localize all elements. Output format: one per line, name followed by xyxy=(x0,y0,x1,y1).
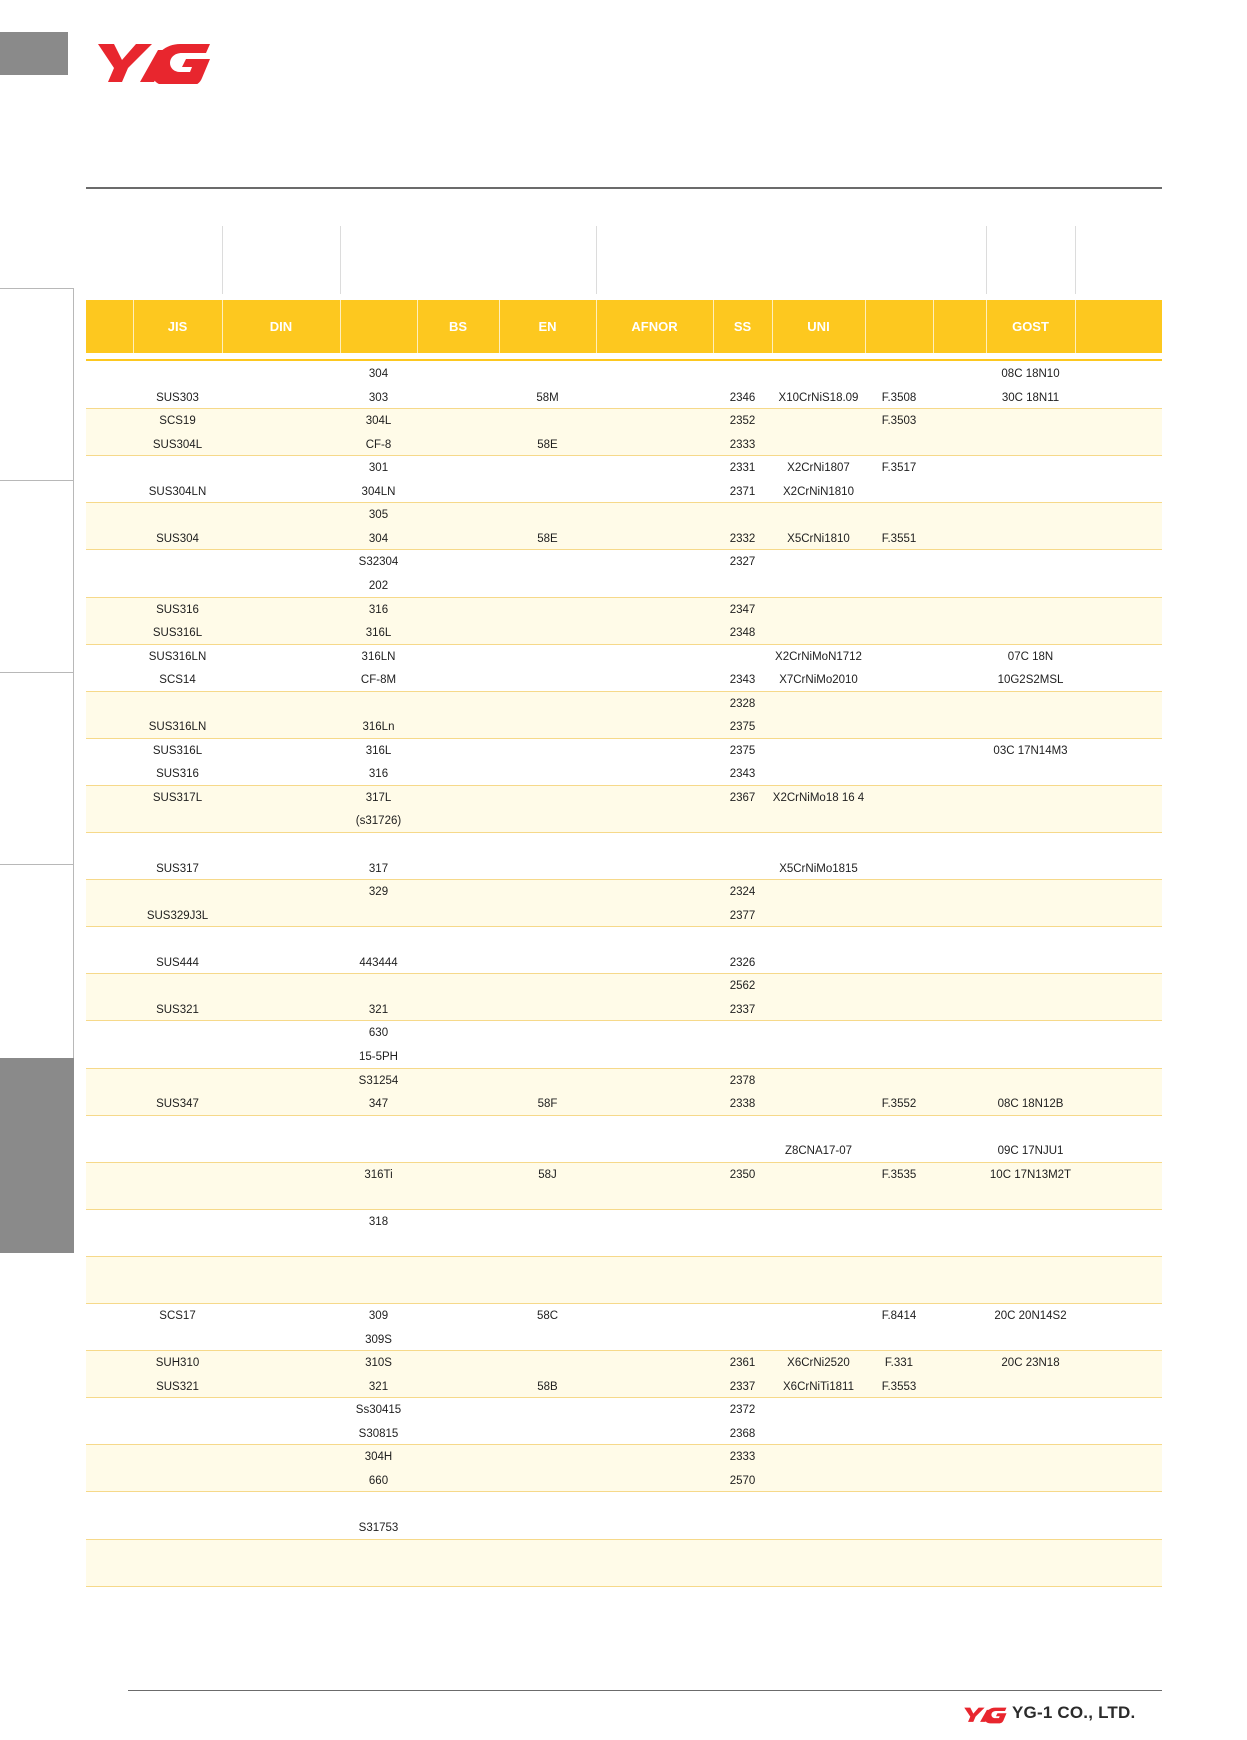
table-cell: 301 xyxy=(368,462,389,475)
table-cell: SUS304LN xyxy=(148,485,207,498)
table-cell: 2337 xyxy=(729,1003,756,1016)
footer-company-name: YG-1 CO., LTD. xyxy=(1012,1703,1136,1722)
table-cell: 2343 xyxy=(729,768,756,781)
table-cell: 318 xyxy=(368,1215,389,1228)
header-cell xyxy=(865,300,933,353)
table-cell: X6CrNiTi1811 xyxy=(783,1380,854,1393)
table-cell: 58E xyxy=(537,532,558,545)
table-cell: 316 xyxy=(368,768,389,781)
yg-footer-logo-icon xyxy=(962,1704,1008,1724)
row-group-divider xyxy=(86,1586,1162,1587)
header-cell: AFNOR xyxy=(631,319,678,334)
table-cell: SUS316 xyxy=(156,603,199,616)
header-separator xyxy=(933,300,934,353)
table-header xyxy=(86,300,1162,353)
table-cell: 58F xyxy=(537,1098,558,1111)
table-cell: 316L xyxy=(365,627,392,640)
table-cell: 2333 xyxy=(729,438,756,451)
row-group xyxy=(86,1210,1162,1257)
table-cell: F.3551 xyxy=(881,532,917,545)
header-separator xyxy=(340,300,341,353)
footer-rule xyxy=(128,1690,1162,1691)
table-cell: 304 xyxy=(368,368,389,380)
table-cell: 58M xyxy=(536,391,559,404)
table-cell: 321 xyxy=(368,1003,389,1016)
table-cell: 316L xyxy=(365,744,392,757)
table-cell: SUS304L xyxy=(152,438,203,451)
row-group xyxy=(86,598,1162,645)
table-cell: 2327 xyxy=(729,556,756,569)
table-cell: X7CrNiMo2010 xyxy=(779,674,858,687)
table-cell: 08C 18N12B xyxy=(997,1098,1064,1111)
table-cell: 2333 xyxy=(729,1451,756,1464)
table-cell: 2368 xyxy=(729,1427,756,1440)
table-cell: (s31726) xyxy=(355,815,402,828)
table-cell: SUS316 xyxy=(156,768,199,781)
table-cell: 309 xyxy=(368,1310,389,1322)
header-underline xyxy=(86,359,1162,361)
row-group xyxy=(86,974,1162,1021)
table-cell: 304LN xyxy=(361,485,396,498)
table-cell: 304L xyxy=(365,415,392,428)
table-cell: F.3553 xyxy=(881,1380,917,1393)
table-cell: 58C xyxy=(536,1310,559,1322)
table-cell: 443444 xyxy=(359,956,398,969)
table-cell: X6CrNi2520 xyxy=(787,1357,850,1370)
table-cell: S31753 xyxy=(358,1521,399,1534)
row-group xyxy=(86,880,1162,927)
table-cell: 2372 xyxy=(729,1404,756,1417)
table-cell: 2367 xyxy=(729,791,756,804)
table-cell: 2377 xyxy=(729,909,756,922)
table-cell: F.3535 xyxy=(881,1168,917,1181)
row-group xyxy=(86,1445,1162,1492)
row-group xyxy=(86,1540,1162,1587)
table-cell: SUS347 xyxy=(156,1098,199,1111)
table-cell: F.3552 xyxy=(881,1098,917,1111)
table-cell: 2343 xyxy=(729,674,756,687)
table-cell: SUS317 xyxy=(156,862,199,875)
table-cell: X2CrNiMo18 16 4 xyxy=(772,791,865,804)
table-cell: F.3517 xyxy=(881,462,917,475)
table-cell: 2331 xyxy=(729,462,756,475)
side-tick xyxy=(0,672,74,673)
table-cell: 15-5PH xyxy=(359,1050,398,1063)
header-cell: SS xyxy=(733,319,752,334)
table-cell: 316Ln xyxy=(362,721,395,734)
header-cell xyxy=(933,300,986,353)
header-cell: DIN xyxy=(269,319,293,334)
header-cell: GOST xyxy=(1012,319,1049,334)
row-group xyxy=(86,550,1162,597)
row-group xyxy=(86,1257,1162,1304)
row-group xyxy=(86,833,1162,880)
table-cell: 2346 xyxy=(729,391,756,404)
header-divider xyxy=(596,226,597,294)
table-cell: 2570 xyxy=(729,1474,756,1487)
table-cell: X2CrNiN1810 xyxy=(783,485,854,498)
table-cell: 07C 18N xyxy=(1007,650,1054,663)
table-cell: 2338 xyxy=(729,1098,756,1111)
table-cell: F.8414 xyxy=(881,1310,917,1322)
table-cell: 03C 17N14M3 xyxy=(993,744,1068,757)
header-separator xyxy=(772,300,773,353)
table-cell: 310S xyxy=(365,1357,392,1370)
table-cell: 2326 xyxy=(729,956,756,969)
table-cell: X5CrNiMo1815 xyxy=(779,862,858,875)
table-cell: 2332 xyxy=(729,532,756,545)
table-cell: 303 xyxy=(368,391,389,404)
row-group xyxy=(86,1492,1162,1539)
header-separator xyxy=(1075,300,1076,353)
table-cell: X5CrNi1810 xyxy=(787,532,850,545)
table-cell: 317 xyxy=(368,862,389,875)
header-separator xyxy=(133,300,134,353)
table-cell: SUS444 xyxy=(156,956,199,969)
table-cell: F.3508 xyxy=(881,391,917,404)
table-cell: 20C 20N14S2 xyxy=(994,1310,1067,1322)
corner-tab-block xyxy=(0,32,68,75)
table-cell: 30C 18N11 xyxy=(1001,391,1060,404)
table-cell: 309S xyxy=(365,1333,392,1346)
table-cell: 660 xyxy=(368,1474,389,1487)
table-cell: 2324 xyxy=(729,886,756,899)
table-cell: 08C 18N10 xyxy=(1001,368,1060,380)
table-cell: 2348 xyxy=(729,627,756,640)
row-group xyxy=(86,409,1162,456)
table-cell: 202 xyxy=(368,579,389,592)
table-cell: 316Ti xyxy=(364,1168,393,1181)
table-cell: 2375 xyxy=(729,721,756,734)
header-separator xyxy=(713,300,714,353)
table-cell: SUS321 xyxy=(156,1380,199,1393)
header-cell xyxy=(1075,300,1162,353)
row-group xyxy=(86,786,1162,833)
table-cell: 10C 17N13M2T xyxy=(989,1168,1072,1181)
table-cell: SUS321 xyxy=(156,1003,199,1016)
table-cell: 2361 xyxy=(729,1357,756,1370)
side-section-tab xyxy=(0,1058,74,1253)
title-rule xyxy=(86,187,1162,189)
header-separator xyxy=(865,300,866,353)
table-cell: SCS14 xyxy=(159,674,196,687)
header-separator xyxy=(986,300,987,353)
table-cell: 2562 xyxy=(729,980,756,993)
header-separator xyxy=(596,300,597,353)
row-group xyxy=(86,503,1162,550)
table-cell: 321 xyxy=(368,1380,389,1393)
table-cell: CF-8M xyxy=(360,674,397,687)
table-cell: X2CrNiMoN1712 xyxy=(775,650,862,663)
header-cell xyxy=(86,300,133,353)
table-cell: 317L xyxy=(365,791,392,804)
table-cell: SUS329J3L xyxy=(146,909,209,922)
header-divider xyxy=(1075,226,1076,294)
table-cell: 58E xyxy=(537,438,558,451)
table-cell: F.3503 xyxy=(881,415,917,428)
side-tick xyxy=(0,480,74,481)
header-separator xyxy=(222,300,223,353)
table-cell: SUH310 xyxy=(155,1357,200,1370)
table-cell: 2328 xyxy=(729,697,756,710)
table-cell: 2375 xyxy=(729,744,756,757)
table-cell: S31254 xyxy=(358,1074,399,1087)
row-group xyxy=(86,1021,1162,1068)
table-cell: S30815 xyxy=(358,1427,399,1440)
row-group xyxy=(86,1398,1162,1445)
table-cell: 10G2S2MSL xyxy=(997,674,1064,687)
table-cell: 630 xyxy=(368,1027,389,1040)
table-cell: CF-8 xyxy=(365,438,392,451)
table-cell: 09C 17NJU1 xyxy=(997,1145,1064,1158)
header-cell: UNI xyxy=(807,319,830,334)
table-cell: 2347 xyxy=(729,603,756,616)
row-group xyxy=(86,456,1162,503)
table-cell: SCS17 xyxy=(159,1310,196,1322)
table-cell: X2CrNi1807 xyxy=(787,462,850,475)
table-cell: 2337 xyxy=(729,1380,756,1393)
side-tick xyxy=(0,288,74,289)
table-cell: 304H xyxy=(364,1451,393,1464)
table-cell: SUS316LN xyxy=(148,650,207,663)
header-cell: BS xyxy=(448,319,468,334)
table-cell: 304 xyxy=(368,532,389,545)
table-cell: 20C 23N18 xyxy=(1001,1357,1060,1370)
table-cell: F.331 xyxy=(884,1357,914,1370)
row-group xyxy=(86,692,1162,739)
header-divider xyxy=(986,226,987,294)
side-tick xyxy=(0,864,74,865)
table-cell: 2352 xyxy=(729,415,756,428)
table-cell: X10CrNiS18.09 xyxy=(778,391,859,404)
table-cell: 347 xyxy=(368,1098,389,1111)
table-cell: Ss30415 xyxy=(355,1404,402,1417)
header-separator xyxy=(499,300,500,353)
header-separator xyxy=(417,300,418,353)
table-cell: 329 xyxy=(368,886,389,899)
header-divider xyxy=(222,226,223,294)
header-divider xyxy=(340,226,341,294)
table-cell: SUS317L xyxy=(152,791,203,804)
table-cell: 2378 xyxy=(729,1074,756,1087)
table-cell: 58B xyxy=(537,1380,558,1393)
table-cell: 305 xyxy=(368,509,389,522)
table-cell: SUS316LN xyxy=(148,721,207,734)
table-cell: SUS316L xyxy=(152,627,203,640)
table-cell: 58J xyxy=(538,1168,557,1181)
table-cell: SUS304 xyxy=(156,532,199,545)
table-cell: SCS19 xyxy=(159,415,196,428)
header-cell xyxy=(340,300,417,353)
table-cell: 316 xyxy=(368,603,389,616)
yg-logo-icon xyxy=(92,38,214,84)
table-cell: S32304 xyxy=(358,556,399,569)
row-group xyxy=(86,927,1162,974)
table-cell: 316LN xyxy=(361,650,396,663)
table-cell: SUS316L xyxy=(152,744,203,757)
header-cell: EN xyxy=(538,319,557,334)
table-cell: 2371 xyxy=(729,485,756,498)
header-cell: JIS xyxy=(167,319,188,334)
table-cell: 2350 xyxy=(729,1168,756,1181)
table-cell: Z8CNA17-07 xyxy=(784,1145,853,1158)
table-cell: SUS303 xyxy=(156,391,199,404)
